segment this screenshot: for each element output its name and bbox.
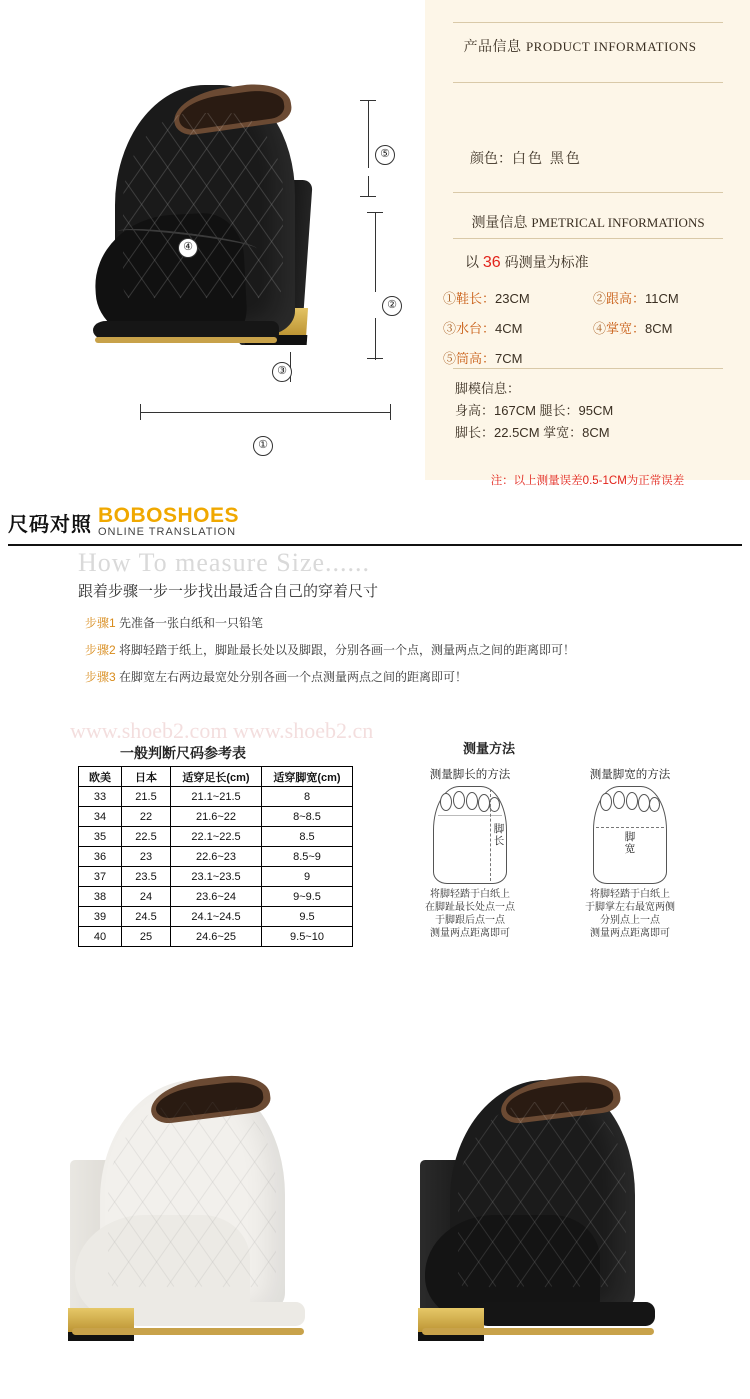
measurement-key: 鞋长： [456,291,496,306]
measure-width-heading: 测量脚宽的方法 [589,769,671,781]
product-info-title-cn: 产品信息 [463,38,522,54]
quilt-pattern [108,1102,276,1292]
product-info-panel [425,0,750,487]
shoe-platform [475,1302,655,1326]
step-item [85,668,467,685]
gold-sole-line [72,1328,304,1335]
divider-top [453,22,723,23]
model-info-line1: 身高：167CM 腿长：95CM [455,403,614,418]
table-cell: 8.5 [262,827,353,847]
table-row [79,927,353,947]
size-table [78,766,353,947]
table-cell: 37 [79,867,122,887]
quilt-pattern [123,113,283,303]
table-cell: 22.1~22.5 [171,827,262,847]
size-compare-header [0,500,750,545]
mark-5: ⑤ [375,145,395,165]
table-row [79,907,353,927]
table-header-row [79,767,353,787]
step-text: 在脚宽左右两边最宽处分别各画一个点测量两点之间的距离即可！ [119,670,468,684]
size-compare-title: 尺码对照 [8,514,92,536]
top-section [0,0,750,487]
measure-method-title: 测量方法 [463,741,516,756]
divider-model [453,368,723,369]
table-cell: 25 [122,927,171,947]
standard-suffix: 码测量为标准 [504,254,589,270]
table-cell: 21.6~22 [171,807,262,827]
model-info-title: 脚模信息： [455,381,521,396]
table-header-cell: 适穿足长(cm) [171,767,262,787]
measure-length-heading: 测量脚长的方法 [429,769,511,781]
table-header-cell: 欧美 [79,767,122,787]
width-axis-label: 脚宽 [624,831,636,855]
table-header-cell: 适穿脚宽(cm) [262,767,353,787]
model-info-line2: 脚长：22.5CM 掌宽：8CM [455,425,610,440]
main-shoe-photo [0,0,425,480]
measurement-key: 水台： [456,321,496,336]
measurement-item [443,348,593,367]
shoe-gold-sole-line [95,337,277,343]
table-header-cell: 日本 [122,767,171,787]
table-cell: 24.6~25 [171,927,262,947]
table-cell: 38 [79,887,122,907]
measure-length-caption: 将脚轻踏于白纸上 在脚趾最长处点一点 于脚跟后点一点 测量两点距离即可 [425,889,515,939]
table-cell: 40 [79,927,122,947]
length-axis-label: 脚长 [493,823,505,847]
table-cell: 22.6~23 [171,847,262,867]
table-cell: 24.5 [122,907,171,927]
table-cell: 22.5 [122,827,171,847]
table-cell: 24.1~24.5 [171,907,262,927]
mark-1: ① [253,436,273,456]
measurement-value: 7CM [495,351,523,366]
table-row [79,847,353,867]
table-row [79,827,353,847]
table-cell: 21.1~21.5 [171,787,262,807]
table-cell: 23.6~24 [171,887,262,907]
table-cell: 22 [122,807,171,827]
rule-barrel-height [368,100,369,168]
product-info-title-en: PRODUCT INFORMATIONS [525,39,697,54]
how-to-subtitle: 跟着步骤一步一步找出最适合自己的穿着尺寸 [78,583,379,600]
measurement-key: 筒高： [456,351,496,366]
measurement-value: 8CM [645,321,673,336]
divider-under-measure-title [453,238,723,239]
measure-width-caption: 将脚轻踏于白纸上 于脚掌左右最宽两侧 分别点上一点 测量两点距离即可 [585,889,675,939]
measurement-item [593,288,743,307]
color-row [470,148,582,168]
quilt-pattern [458,1102,626,1292]
measurement-mark: ⑤ [443,351,457,366]
table-cell: 34 [79,807,122,827]
measurement-mark: ② [593,291,607,306]
measurement-value: 11CM [645,291,679,306]
table-cell: 39 [79,907,122,927]
standard-prefix: 以 [465,254,479,270]
step-label: 步骤1 [85,616,116,630]
tick-1-left [140,404,141,420]
gold-sole-line [422,1328,654,1335]
toes-icon [600,791,660,809]
mark-3: ③ [272,362,292,382]
measurement-mark: ① [443,291,457,306]
measurement-item [593,318,743,337]
model-info [455,378,613,444]
foot-outline-icon [433,786,507,884]
rule-5-lower [368,176,369,196]
shoe-platform [125,1302,305,1326]
tick-5-top [360,100,376,101]
brand-tagline: ONLINE TRANSLATION [98,526,237,538]
measure-length-column [395,766,545,940]
measurement-row [443,288,743,307]
measurement-item [443,288,593,307]
table-cell: 36 [79,847,122,867]
standard-size-row [465,252,589,272]
measure-note: 注：以上测量误差0.5-1CM为正常误差 [490,475,685,487]
table-cell: 8 [262,787,353,807]
table-cell: 9.5~10 [262,927,353,947]
table-row [79,867,353,887]
measurement-mark: ③ [443,321,457,336]
table-row [79,887,353,907]
table-cell: 9~9.5 [262,887,353,907]
divider-under-title [453,82,723,83]
divider-mid [453,192,723,193]
brand-logo-text: BOBOSHOES [98,504,240,527]
measurement-mark: ④ [593,321,607,336]
bottom-photos-section [0,1010,750,1399]
length-dashed-line [490,789,491,881]
product-info-title [455,36,705,56]
measurement-item [443,318,593,337]
table-row [79,787,353,807]
measure-method-diagram [395,738,740,973]
how-to-measure-section [0,548,750,943]
table-cell: 23 [122,847,171,867]
rule-heel-height-lower [375,318,376,360]
table-row [79,807,353,827]
table-cell: 9.5 [262,907,353,927]
foot-outline-front-icon [593,786,667,884]
standard-size: 36 [482,254,501,271]
measurement-row [443,318,743,337]
width-dashed-line [596,827,664,828]
tick-5-bottom [360,196,376,197]
measure-info-title-cn: 测量信息 [471,214,528,230]
step-item [85,641,575,658]
step-item [85,614,263,631]
measurement-value: 23CM [495,291,530,306]
table-cell: 21.5 [122,787,171,807]
watermark-text: www.shoeb2.com www.shoeb2.cn [70,718,374,743]
table-cell: 33 [79,787,122,807]
measurement-key: 掌宽： [606,321,646,336]
black-shoe-photo [380,1040,710,1380]
table-cell: 8~8.5 [262,807,353,827]
size-table-title: 一般判断尺码参考表 [120,745,246,761]
table-cell: 8.5~9 [262,847,353,867]
table-cell: 24 [122,887,171,907]
color-label: 颜色： [470,150,512,166]
white-shoe-photo [30,1040,360,1380]
measure-info-title-en: PMETRICAL INFORMATIONS [531,215,705,230]
measure-info-title [443,212,733,232]
toes-icon [440,791,500,809]
step-label: 步骤2 [85,643,116,657]
measurements-grid [443,288,743,378]
tick-2-bottom [367,358,383,359]
table-cell: 23.1~23.5 [171,867,262,887]
mark-4: ④ [178,238,198,258]
shoe-illustration [95,85,355,375]
measurement-key: 跟高： [606,291,646,306]
color-values: 白色 黑色 [512,150,582,166]
step-label: 步骤3 [85,670,116,684]
measurement-row [443,348,743,367]
table-cell: 23.5 [122,867,171,887]
rule-shoe-length [140,412,390,413]
measurement-value: 4CM [495,321,523,336]
rule-heel-height-upper [375,212,376,292]
step-text: 将脚轻踏于纸上，脚趾最长处以及脚跟，分别各画一个点，测量两点之间的距离即可！ [119,643,576,657]
table-cell: 9 [262,867,353,887]
header-divider [8,544,742,546]
measure-width-column [555,766,705,940]
tick-1-right [390,404,391,420]
table-cell: 35 [79,827,122,847]
step-text: 先准备一张白纸和一只铅笔 [119,616,264,630]
mark-2: ② [382,296,402,316]
tick-2-top [367,212,383,213]
how-to-title: How To measure Size...... [78,548,371,577]
